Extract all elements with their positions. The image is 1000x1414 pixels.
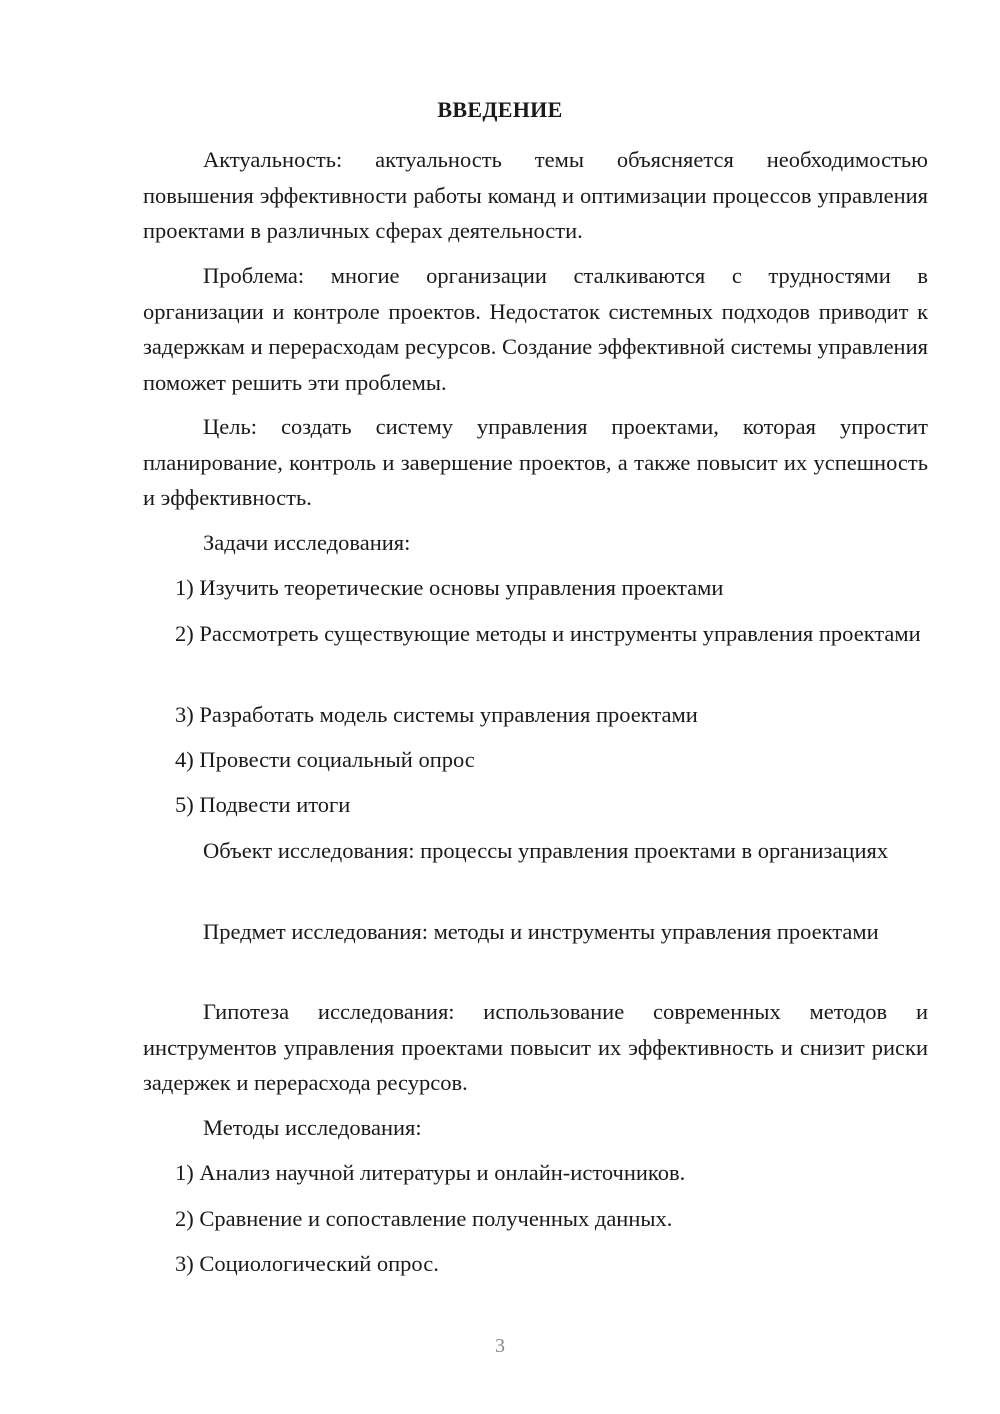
task-item: 1) Изучить теоретические основы управления проектами	[175, 575, 724, 600]
task-item: 3) Разработать модель системы управления проектами	[175, 702, 698, 727]
task-item: 4) Провести социальный опрос	[175, 747, 475, 772]
section-title: ВВЕДЕНИЕ	[437, 97, 563, 122]
task-item: 5) Подвести итоги	[175, 792, 351, 817]
method-item: 1) Анализ научной литературы и онлайн-источников.	[175, 1160, 686, 1185]
hypothesis-paragraph: Гипотеза исследования: использование современных методов и инструментов управления проектами повысит их эффективность и снизит риски задержек и перерасхода ресурсов.	[143, 999, 928, 1095]
methods-heading: Методы исследования:	[203, 1115, 422, 1140]
tasks-heading: Задачи исследования:	[203, 530, 411, 555]
task-item: 2) Рассмотреть существующие методы и инструменты управления проектами	[175, 621, 921, 646]
method-item: 2) Сравнение и сопоставление полученных данных.	[175, 1206, 673, 1231]
page-number: 3	[495, 1335, 505, 1357]
subject-paragraph: Предмет исследования: методы и инструменты управления проектами	[203, 919, 879, 944]
method-item: 3) Социологический опрос.	[175, 1251, 439, 1276]
object-paragraph: Объект исследования: процессы управления проектами в организациях	[203, 838, 889, 863]
problem-paragraph: Проблема: многие организации сталкиваются с трудностями в организации и контроле проектов. Недостаток системных подходов приводит к задержкам и перерасходам ресурсов. Создание эффективной системы управления поможет решить эти проблемы.	[143, 263, 928, 395]
goal-paragraph: Цель: создать систему управления проектами, которая упростит планирование, контроль и завершение проектов, а также повысит их успешность и эффективность.	[143, 414, 928, 510]
relevance-paragraph: Актуальность: актуальность темы объясняется необходимостью повышения эффективности работы команд и оптимизации процессов управления проектами в различных сферах деятельности.	[143, 147, 928, 243]
